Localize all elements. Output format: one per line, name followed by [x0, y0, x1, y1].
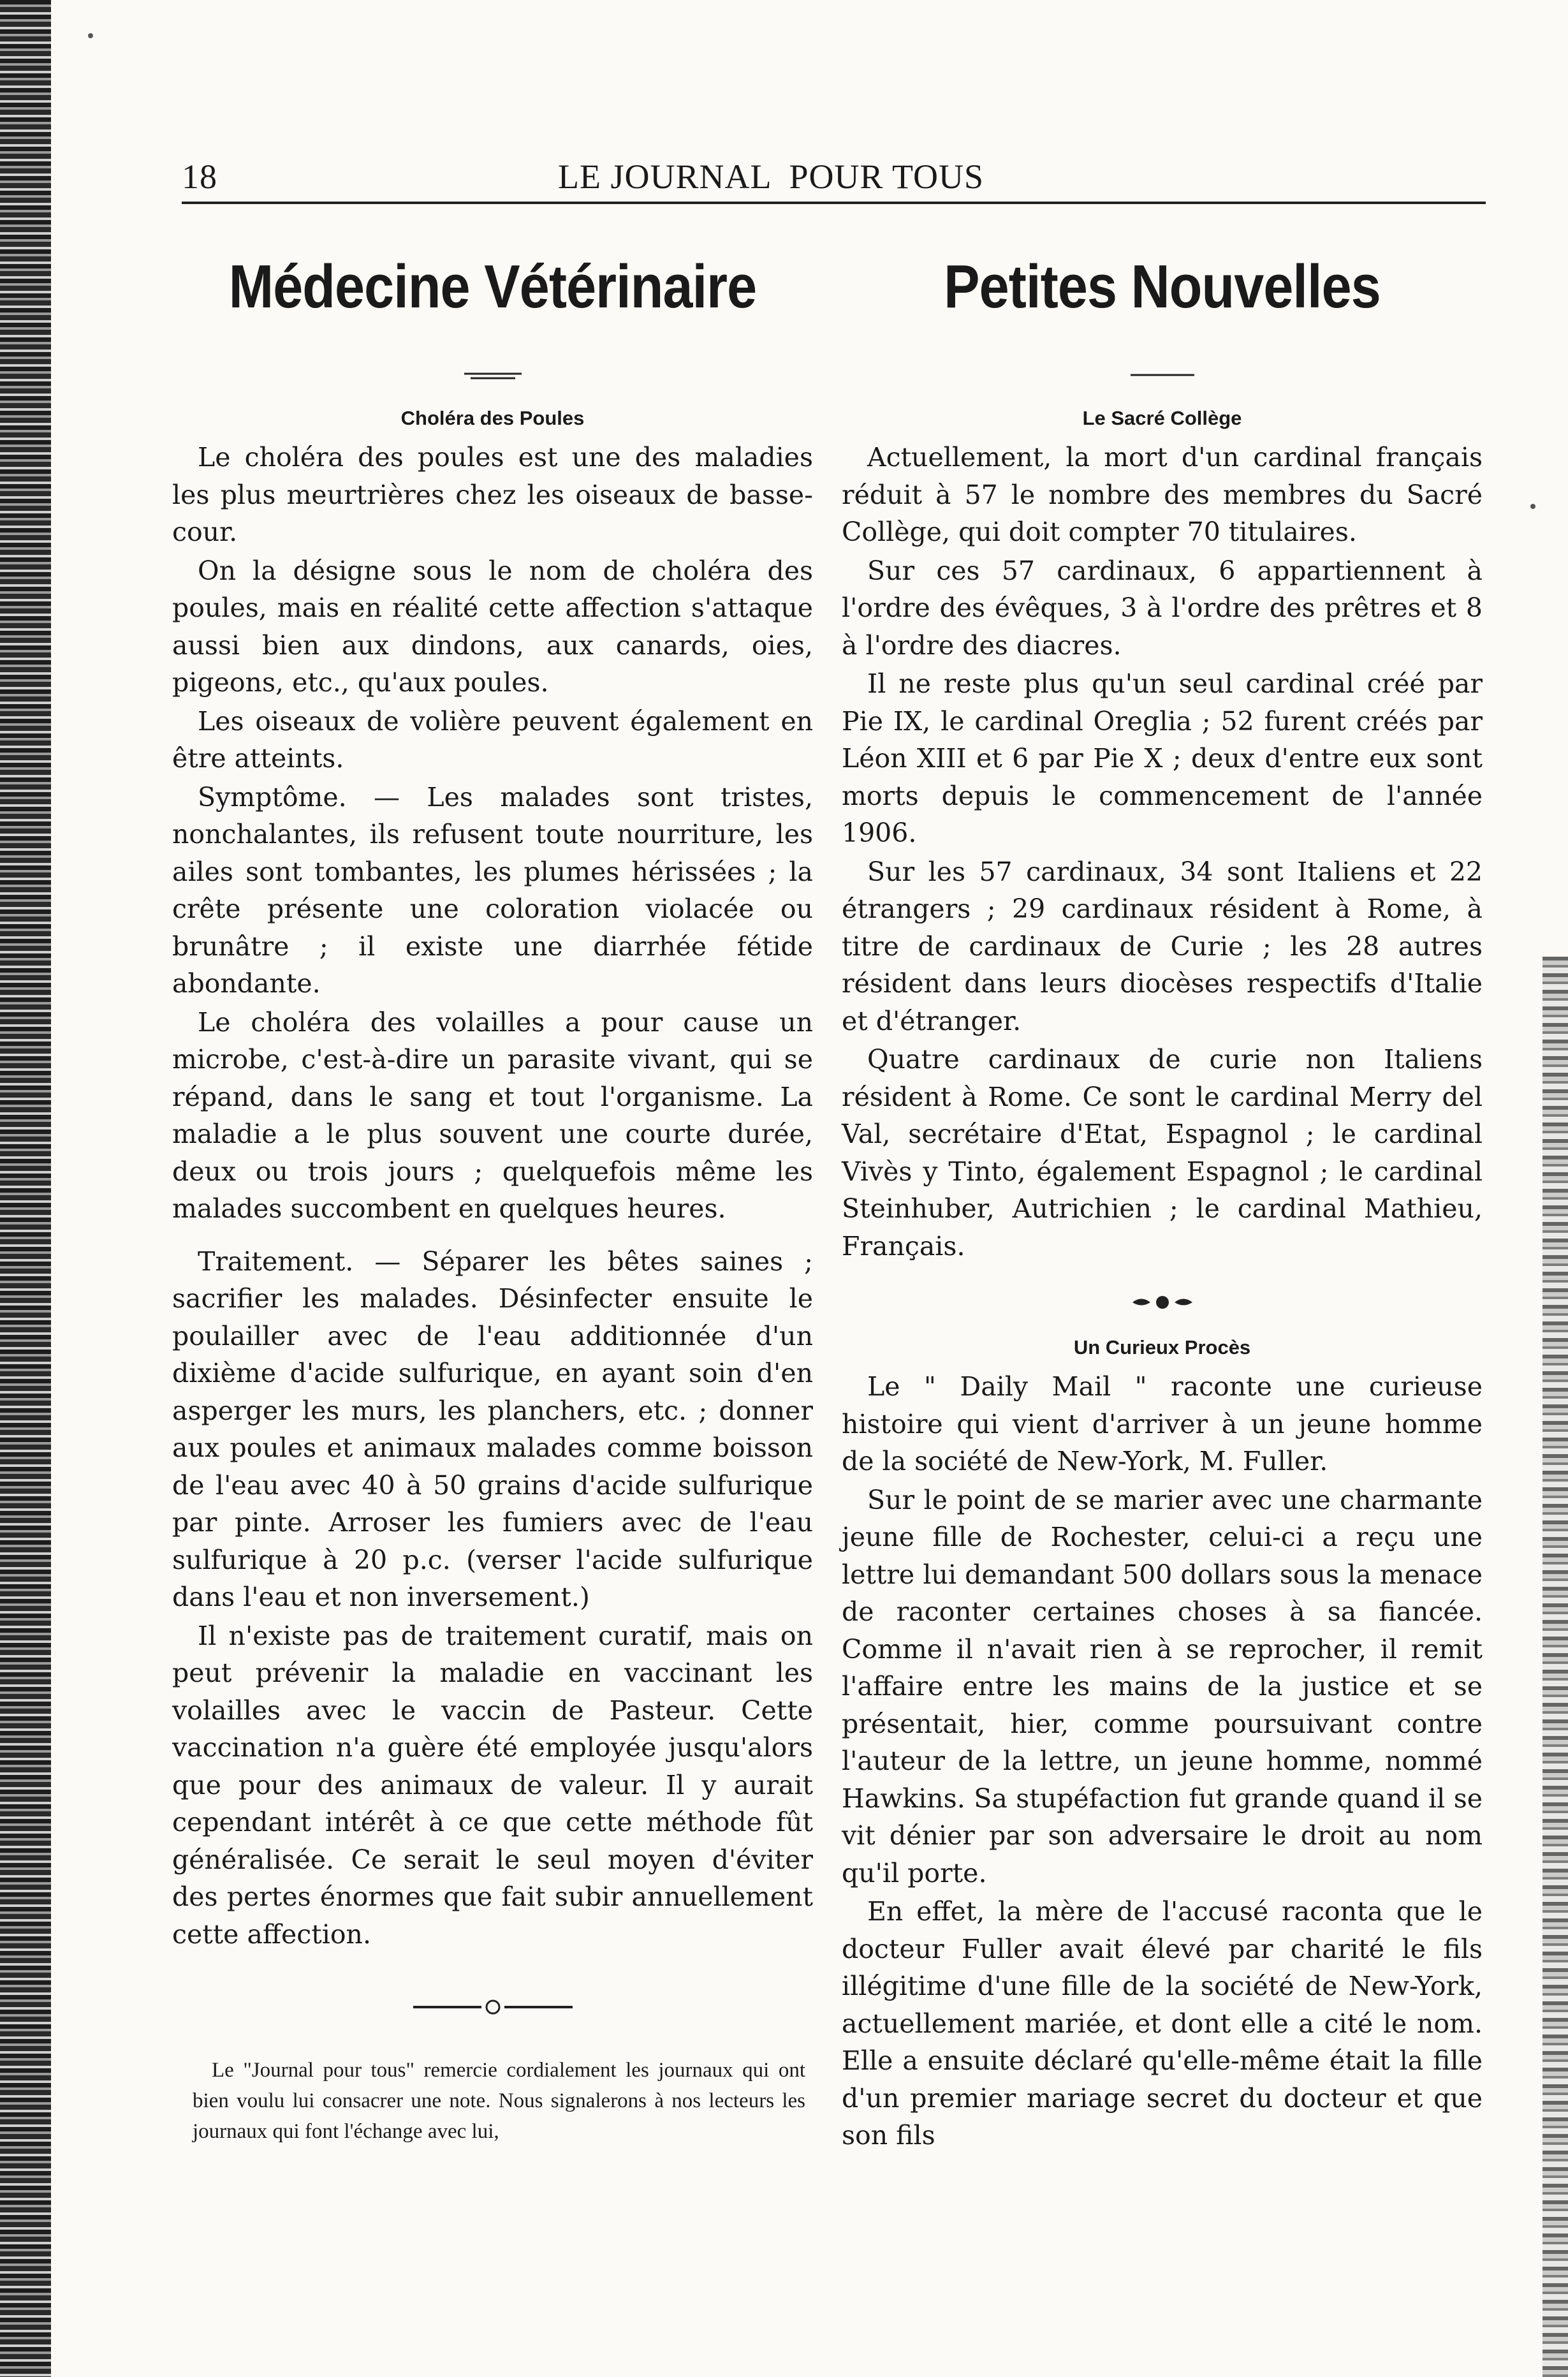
paragraph: Il n'existe pas de traitement curatif, mais on peut prévenir la maladie en vaccinant les volailles avec le vaccin de Pasteur. Cette vaccination n'a guère été employée jusqu'alors que pour des animaux de valeur. Il y aurait cependant intérêt à ce que cette méthode fût généralisée. Ce serait le seul moyen d'éviter des pertes énormes que fait subir annuellement cette affection.	[172, 1620, 813, 1950]
right-page-edge	[1542, 957, 1568, 2377]
section-title-petites-nouvelles: Petites Nouvelles	[944, 253, 1381, 321]
left-column	[172, 230, 813, 2147]
paragraph: Symptôme. — Les malades sont tristes, nonchalantes, ils refusent toute nourriture, les ailes sont tombantes, les plumes hérissées ; la crête présente une coloration violacée ou brunâtre ; il existe une diarrhée fétide abondante.	[172, 781, 813, 999]
paragraph: Quatre cardinaux de curie non Italiens résident à Rome. Ce sont le cardinal Merry del Val, secrétaire d'Etat, Espagnol ; le cardinal Vivès y Tinto, également Espagnol ; le cardinal Steinhuber, Autrichien ; le cardinal Mathieu, Français.	[842, 1044, 1483, 1262]
right-column	[842, 230, 1483, 2154]
editorial-note: Le "Journal pour tous" remercie cordialement les journaux qui ont bien voulu lui consacrer une note. Nous signalerons à nos lecteurs les journaux qui font l'échange avec lui,	[193, 2059, 805, 2143]
divider-ornament	[410, 1998, 576, 2017]
paragraph: Sur ces 57 cardinaux, 6 appartiennent à l'ordre des évêques, 3 à l'ordre des prêtres et 8 à l'ordre des diacres.	[842, 555, 1483, 661]
article-subhead-sacre-college: Le Sacré Collège	[1082, 407, 1242, 429]
paragraph: Le choléra des volailles a pour cause un microbe, c'est-à-dire un parasite vivant, qui se répand, dans le sang et tout l'organisme. La maladie a le plus souvent une courte durée, deux ou trois jours ; quelquefois même les malades succombent en quelques heures.	[172, 1006, 813, 1224]
header-rule	[182, 202, 1486, 204]
paragraph: Sur les 57 cardinaux, 34 sont Italiens et 22 étrangers ; 29 cardinaux résident à Rome, à titre de cardinaux de Curie ; les 28 autres résident dans leurs diocèses respectifs d'Italie et d'étranger.	[842, 856, 1483, 1036]
title-ornament	[1127, 370, 1198, 383]
paragraph: Le " Daily Mail " raconte une curieuse histoire qui vient d'arriver à un jeune homme de la société de New-York, M. Fuller.	[842, 1371, 1483, 1476]
page-header	[182, 145, 1486, 203]
paragraph: En effet, la mère de l'accusé raconta que le docteur Fuller avait élevé par charité le fils illégitime d'une fille de la société de New-York, actuellement mariée, et dont elle a cité le nom. Elle a ensuite déclaré qu'elle-même était la fille d'un premier mariage secret du docteur et que son fils	[842, 1896, 1483, 2151]
paragraph: Il ne reste plus qu'un seul cardinal créé par Pie IX, le cardinal Oreglia ; 52 furent créés par Léon XIII et 6 par Pie X ; deux d'entre eux sont morts depuis le commencement de l'année 1906.	[842, 668, 1483, 848]
section-title-medecine: Médecine Vétérinaire	[228, 253, 757, 321]
paragraph: Le choléra des poules est une des maladies les plus meurtrières chez les oiseaux de basse-cour.	[172, 442, 813, 547]
paragraph: Traitement. — Séparer les bêtes saines ; sacrifier les malades. Désinfecter ensuite le poulailler avec de l'eau additionnée d'un dixième d'acide sulfurique, en ayant soin d'en asperger les murs, les planchers, etc. ; donner aux poules et animaux malades comme boisson de l'eau avec 40 à 50 grains d'acide sulfurique par pinte. Arroser les fumiers avec de l'eau sulfurique à 20 p.c. (verser l'acide sulfurique dans l'eau et non inversement.)	[172, 1246, 813, 1612]
page-binding-edge	[0, 0, 51, 2377]
page-number: 18	[182, 158, 217, 196]
divider-ornament	[1127, 1293, 1198, 1312]
paragraph: Sur le point de se marier avec une charmante jeune fille de Rochester, celui-ci a reçu une lettre lui demandant 500 dollars sous la menace de raconter certaines choses à sa fiancée. Comme il n'avait rien à se reprocher, il remit l'affaire entre les mains de la justice et se présentait, hier, comme poursuivant contre l'auteur de la lettre, un jeune homme, nommé Hawkins. Sa stupéfaction fut grande quand il se vit dénier par son adversaire le droit au nom qu'il porte.	[842, 1484, 1483, 1888]
paragraph: Actuellement, la mort d'un cardinal français réduit à 57 le nombre des membres du Sacré Collège, qui doit compter 70 titulaires.	[842, 442, 1483, 547]
running-title: LE JOURNAL POUR TOUS	[558, 158, 985, 196]
print-speck	[88, 33, 93, 38]
title-ornament	[458, 370, 528, 383]
article-subhead-curieux-proces: Un Curieux Procès	[1073, 1336, 1251, 1358]
paragraph: On la désigne sous le nom de choléra des poules, mais en réalité cette affection s'attaque aussi bien aux dindons, aux canards, oies, pigeons, etc., qu'aux poules.	[172, 555, 813, 698]
print-speck	[1530, 504, 1535, 509]
article-subhead-cholera: Choléra des Poules	[400, 407, 585, 429]
paragraph: Les oiseaux de volière peuvent également en être atteints.	[172, 705, 813, 774]
